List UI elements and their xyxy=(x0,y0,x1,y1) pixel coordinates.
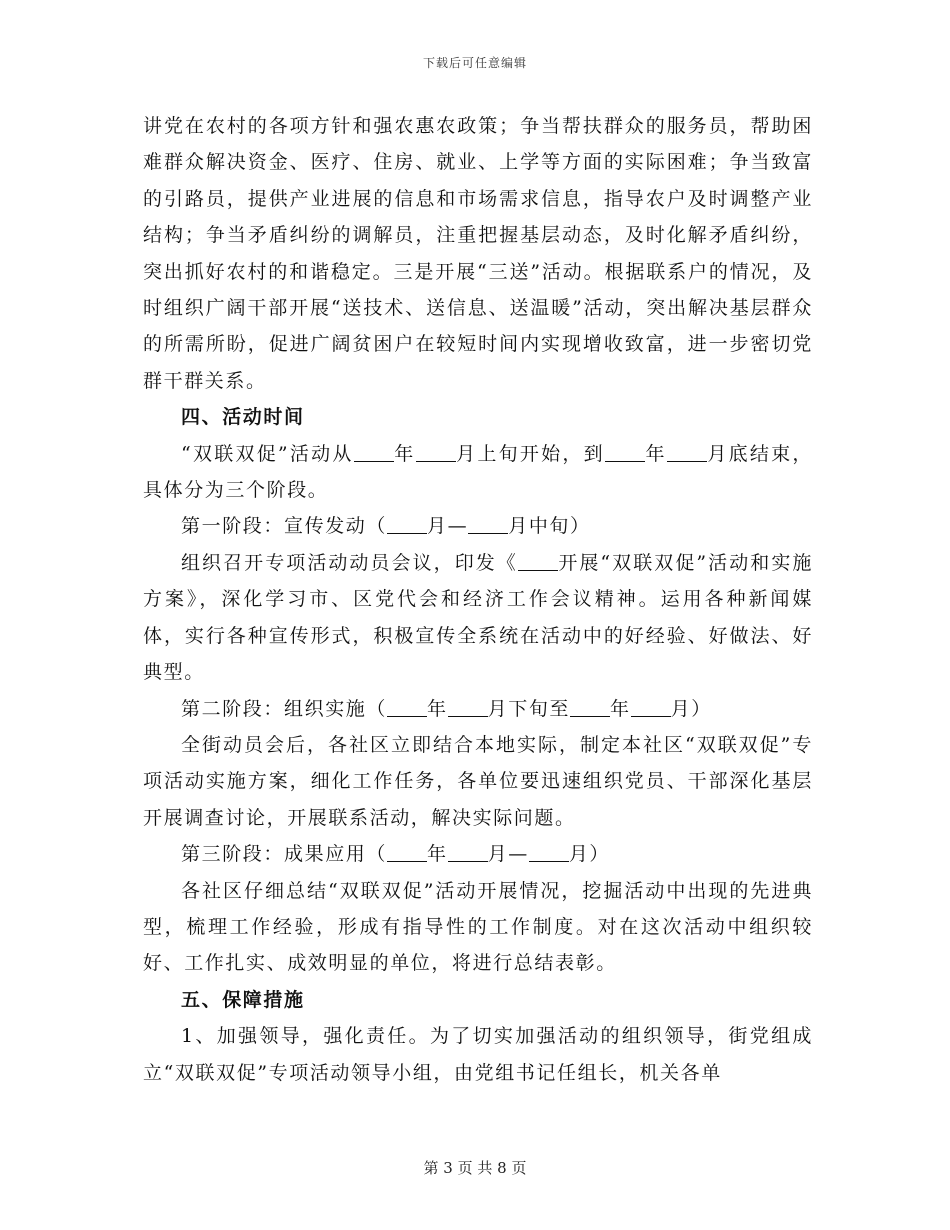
text-fragment: 月底结束，具体分为三个阶段。 xyxy=(143,442,813,502)
paragraph-safeguard-one: 1、加强领导，强化责任。为了切实加强活动的组织领导，街党组成立“双联双促”专项活动领导小组，由党组书记任组长，机关各单 xyxy=(143,1025,813,1084)
text-fragment: 月中旬） xyxy=(508,515,591,538)
text-fragment: 月上旬开始，到 xyxy=(455,442,605,465)
text-fragment: 第二阶段：组织实施（ xyxy=(181,697,388,720)
text-fragment: 年 xyxy=(393,442,416,465)
text-fragment: 第三阶段：成果应用（ xyxy=(181,843,388,866)
blank-line xyxy=(387,715,427,717)
blank-line xyxy=(529,860,569,862)
text-fragment: 年 xyxy=(427,843,448,866)
blank-line xyxy=(448,715,488,717)
blank-line xyxy=(416,460,456,462)
page-number: 第 3 页 共 8 页 xyxy=(423,1159,527,1177)
text-fragment: 月— xyxy=(427,515,469,538)
paragraph-stage-three: 各社区仔细总结“双联双促”活动开展情况，挖掘活动中出现的先进典型，梳理工作经验，形成有指导性的工作制度。对在这次活动中组织较好、工作扎实、成效明显的单位，将进行总结表彰。 xyxy=(143,879,813,975)
text-fragment: 年 xyxy=(427,697,448,720)
text-fragment: 月下旬至 xyxy=(487,697,571,720)
text-fragment: 月— xyxy=(487,843,529,866)
text-fragment: 第一阶段：宣传发动（ xyxy=(181,515,388,538)
blank-line xyxy=(387,532,427,534)
blank-line xyxy=(570,715,610,717)
text-fragment: 组织召开专项活动动员会议，印发《 xyxy=(181,551,518,574)
stage-one-title xyxy=(143,508,813,544)
blank-line xyxy=(518,569,558,571)
document-body xyxy=(143,108,813,1091)
blank-line xyxy=(468,532,508,534)
stage-three-title xyxy=(143,836,813,872)
blank-line xyxy=(354,460,394,462)
paragraph-stage-one xyxy=(143,545,813,691)
text-fragment: 月） xyxy=(670,697,712,720)
text-fragment: 年 xyxy=(644,442,667,465)
paragraph-activity-period xyxy=(143,436,813,509)
stage-two-title xyxy=(143,691,813,727)
text-fragment: 开展“双联双促”活动和实施方案》，深化学习市、区党代会和经济工作会议精神。运用各种新闻媒体，实行各种宣传形式，积极宣传全系统在活动中的好经验、好做法、好典型。 xyxy=(143,551,813,684)
blank-line xyxy=(631,715,671,717)
section-heading-activity-time: 四、活动时间 xyxy=(181,406,305,429)
paragraph-stage-two: 全街动员会后，各社区立即结合本地实际，制定本社区“双联双促”专项活动实施方案，细化工作任务，各单位要迅速组织党员、干部深化基层开展调查讨论，开展联系活动，解决实际问题。 xyxy=(143,733,813,829)
header-note: 下载后可任意编辑 xyxy=(422,56,527,70)
paragraph-continued: 讲党在农村的各项方针和强农惠农政策；争当帮扶群众的服务员，帮助困难群众解决资金、医疗、住房、就业、上学等方面的实际困难；争当致富的引路员，提供产业进展的信息和市场需求信息，指导农户及时调整产业结构；争当矛盾纠纷的调解员，注重把握基层动态，及时化解矛盾纠纷，突出抓好农村的和谐稳定。三是开展“三送”活动。根据联系户的情况，及时组织广阔干部开展“送技术、送信息、送温暖”活动，突出解决基层群众的所需所盼，促进广阔贫困户在较短时间内实现增收致富，进一步密切党群干群关系。 xyxy=(143,115,813,392)
blank-line xyxy=(667,460,707,462)
text-fragment: 年 xyxy=(610,697,631,720)
section-heading-safeguards: 五、保障措施 xyxy=(181,988,305,1011)
blank-line xyxy=(448,860,488,862)
text-fragment: 月） xyxy=(568,843,611,866)
blank-line xyxy=(605,460,645,462)
text-fragment: “双联双促”活动从 xyxy=(181,442,354,465)
blank-line xyxy=(387,860,427,862)
